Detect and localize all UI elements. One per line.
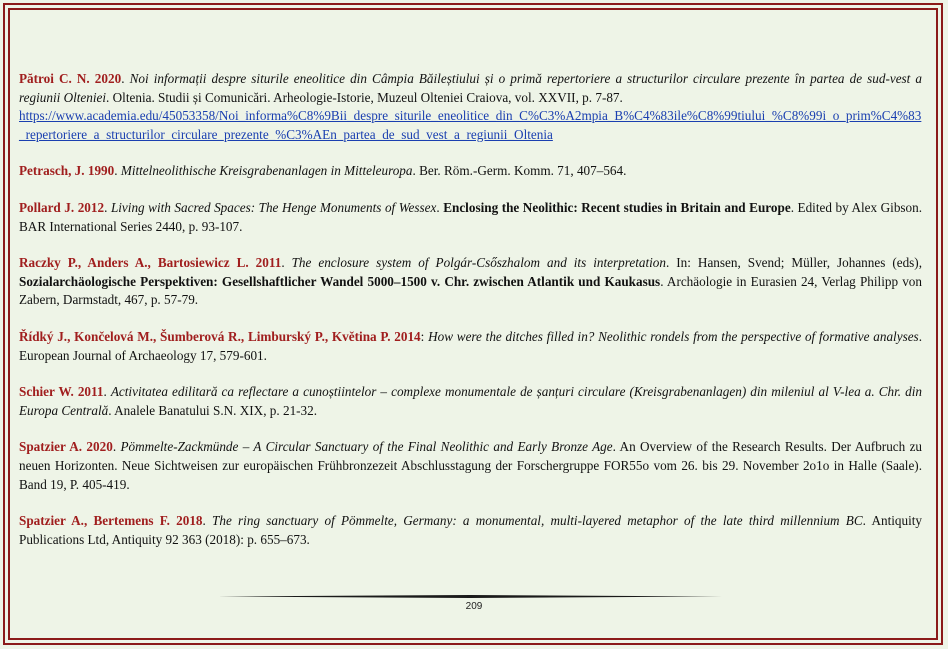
entry-author: Schier W. 2011	[19, 384, 104, 400]
footer-rule	[218, 595, 722, 598]
entry-title: Noi informații despre siturile eneolitice din Câmpia Băileștiului și o primă repertoriere a structurilor circulare prezente în partea de sud-vest a regiunii Olteniei	[19, 71, 923, 105]
entry-title: The ring sanctuary of Pömmelte, Germany: a monumental, multi-layered metaphor of the late third millennium BC	[212, 513, 863, 529]
entry-editors: . In: Hansen, Svend; Müller, Johannes (eds),	[666, 255, 922, 271]
bibliography-entry: Schier W. 2011. Activitatea edilitară ca reflectare a cunoștiintelor – complexe monumentale de șanțuri circulare (Kreisgrabenanlagen) din mileniul al V-lea a. Chr. din Europa Centrală. Analele Banatului S.N. XIX, p. 21-32.	[19, 384, 922, 418]
page-number: 209	[465, 601, 483, 612]
bibliography-entry: Pătroi C. N. 2020. Noi informații despre siturile eneolitice din Câmpia Băileștiului și o primă repertoriere a structurilor circulare prezente în partea de sud-vest a regiunii Olteniei. Oltenia. Studii și Comunicări. Arheologie-Istorie, Muzeul Olteniei Craiova, vol. XXVII, p. 7-87. https://www.academia.edu/45053358/Noi_informa%C8%9Bii_despre_siturile_eneolitice_din_C%C3%A2mpia_B%C4%83ile%C8%99tiului_%C8%99i_o_prim%C4%83_repertoriere_a_structurilor_circulare_prezente_%C3%AEn_partea_de_sud_vest_a_regiunii_Oltenia	[19, 70, 922, 144]
entry-details: . Oltenia. Studii și Comunicări. Arheologie-Istorie, Muzeul Olteniei Craiova, vol. XXVII, p. 7-87.	[106, 89, 623, 105]
entry-details: . Analele Banatului S.N. XIX, p. 21-32.	[108, 402, 318, 418]
entry-details: . Edited by Alex Gibson. BAR International Series 2440, p. 93-107.	[19, 199, 923, 234]
entry-title: Activitatea edilitară ca reflectare a cunoștiintelor – complexe monumentale de șanțuri circulare (Kreisgrabenanlagen) din mileniul al V-lea a. Chr. din Europa Centrală	[19, 384, 922, 418]
entry-title: Mittelneolithische Kreisgrabenanlagen in Mitteleuropa	[120, 163, 413, 179]
entry-author: Raczky P., Anders A., Bartosiewicz L. 2011	[19, 255, 282, 271]
bibliography-list	[19, 70, 922, 567]
entry-author: Řídký J., Končelová M., Šumberová R., Limburský P., Květina P. 2014	[19, 328, 421, 344]
entry-book-title: Enclosing the Neolithic: Recent studies in Britain and Europe	[443, 199, 791, 215]
entry-book-title: Sozialarchäologische Perspektiven: Gesellshaftlicher Wandel 5000–1500 v. Chr. zwischen Atlantik und Kaukasus	[19, 273, 661, 289]
bibliography-entry: Raczky P., Anders A., Bartosiewicz L. 2011. The enclosure system of Polgár-Csőszhalom and its interpretation. In: Hansen, Svend; Müller, Johannes (eds), Sozialarchäologische Perspektiven: Gesellshaftlicher Wandel 5000–1500 v. Chr. zwischen Atlantik und Kaukasus. Archäologie in Eurasien 24, Verlag Philipp von Zabern, Darmstadt, 467, p. 57-79.	[19, 255, 922, 308]
entry-author: Pătroi C. N. 2020	[19, 71, 122, 86]
entry-author: Spatzier A. 2020	[19, 439, 113, 455]
entry-title: The enclosure system of Polgár-Csőszhalom and its interpretation	[291, 255, 666, 271]
bibliography-entry: Spatzier A. 2020. Pömmelte-Zackmünde – A Circular Sanctuary of the Final Neolithic and Early Bronze Age. An Overview of the Research Results. Der Aufbruch zu neuen Horizonten. Neue Sichtweisen zur europäischen Frühbronzezeit Abschlusstagung der Forschergruppe FOR55o vom 26. bis 29. November 2o1o in Halle (Saale). Band 19, P. 405-419.	[19, 439, 923, 492]
bibliography-entry: Řídký J., Končelová M., Šumberová R., Limburský P., Květina P. 2014: How were the ditches filled in? Neolithic rondels from the perspective of formative analyses. European Journal of Archaeology 17, 579-601.	[19, 328, 922, 363]
entry-link[interactable]: https://www.academia.edu/45053358/Noi_informa%C8%9Bii_despre_siturile_eneolitice_din_C%C3%A2mpia_B%C4%83ile%C8%99tiului_%C8%99i_o_prim%C4%83_repertoriere_a_structurilor_circulare_prezente_%C3%AEn_partea_de_sud_vest_a_regiunii_Oltenia	[19, 108, 922, 142]
entry-title: Living with Sacred Spaces: The Henge Monuments of Wessex	[110, 199, 437, 215]
entry-details: . Archäologie in Eurasien 24, Verlag Philipp von Zabern, Darmstadt, 467, p. 57-79.	[19, 273, 922, 308]
entry-author: Pollard J. 2012	[19, 199, 105, 215]
entry-title: Pömmelte-Zackmünde – A Circular Sanctuary of the Final Neolithic and Early Bronze Age	[120, 439, 613, 455]
entry-author: Petrasch, J. 1990	[19, 163, 115, 179]
entry-details: . European Journal of Archaeology 17, 579-601.	[19, 328, 922, 363]
bibliography-entry: Petrasch, J. 1990. Mittelneolithische Kreisgrabenanlagen in Mitteleuropa. Ber. Röm.-Germ. Komm. 71, 407–564.	[19, 163, 627, 179]
bibliography-entry: Spatzier A., Bertemens F. 2018. The ring sanctuary of Pömmelte, Germany: a monumental, multi-layered metaphor of the late third millennium BC. Antiquity Publications Ltd, Antiquity 92 363 (2018): p. 655–673.	[19, 513, 923, 547]
entry-details: . An Overview of the Research Results. Der Aufbruch zu neuen Horizonten. Neue Sichtweisen zur europäischen Frühbronzezeit Abschlusstagung der Forschergruppe FOR55o vom 26. bis 29. November 2o1o in Halle (Saale). Band 19, P. 405-419.	[19, 439, 923, 492]
entry-title: How were the ditches filled in? Neolithic rondels from the perspective of formative analyses	[428, 328, 919, 344]
entry-details: . Ber. Röm.-Germ. Komm. 71, 407–564.	[412, 163, 627, 179]
entry-author: Spatzier A., Bertemens F. 2018	[19, 513, 203, 529]
entry-details: . Antiquity Publications Ltd, Antiquity 92 363 (2018): p. 655–673.	[19, 513, 923, 547]
bibliography-entry: Pollard J. 2012. Living with Sacred Spaces: The Henge Monuments of Wessex. Enclosing the Neolithic: Recent studies in Britain and Europe. Edited by Alex Gibson. BAR International Series 2440, p. 93-107.	[19, 199, 923, 234]
